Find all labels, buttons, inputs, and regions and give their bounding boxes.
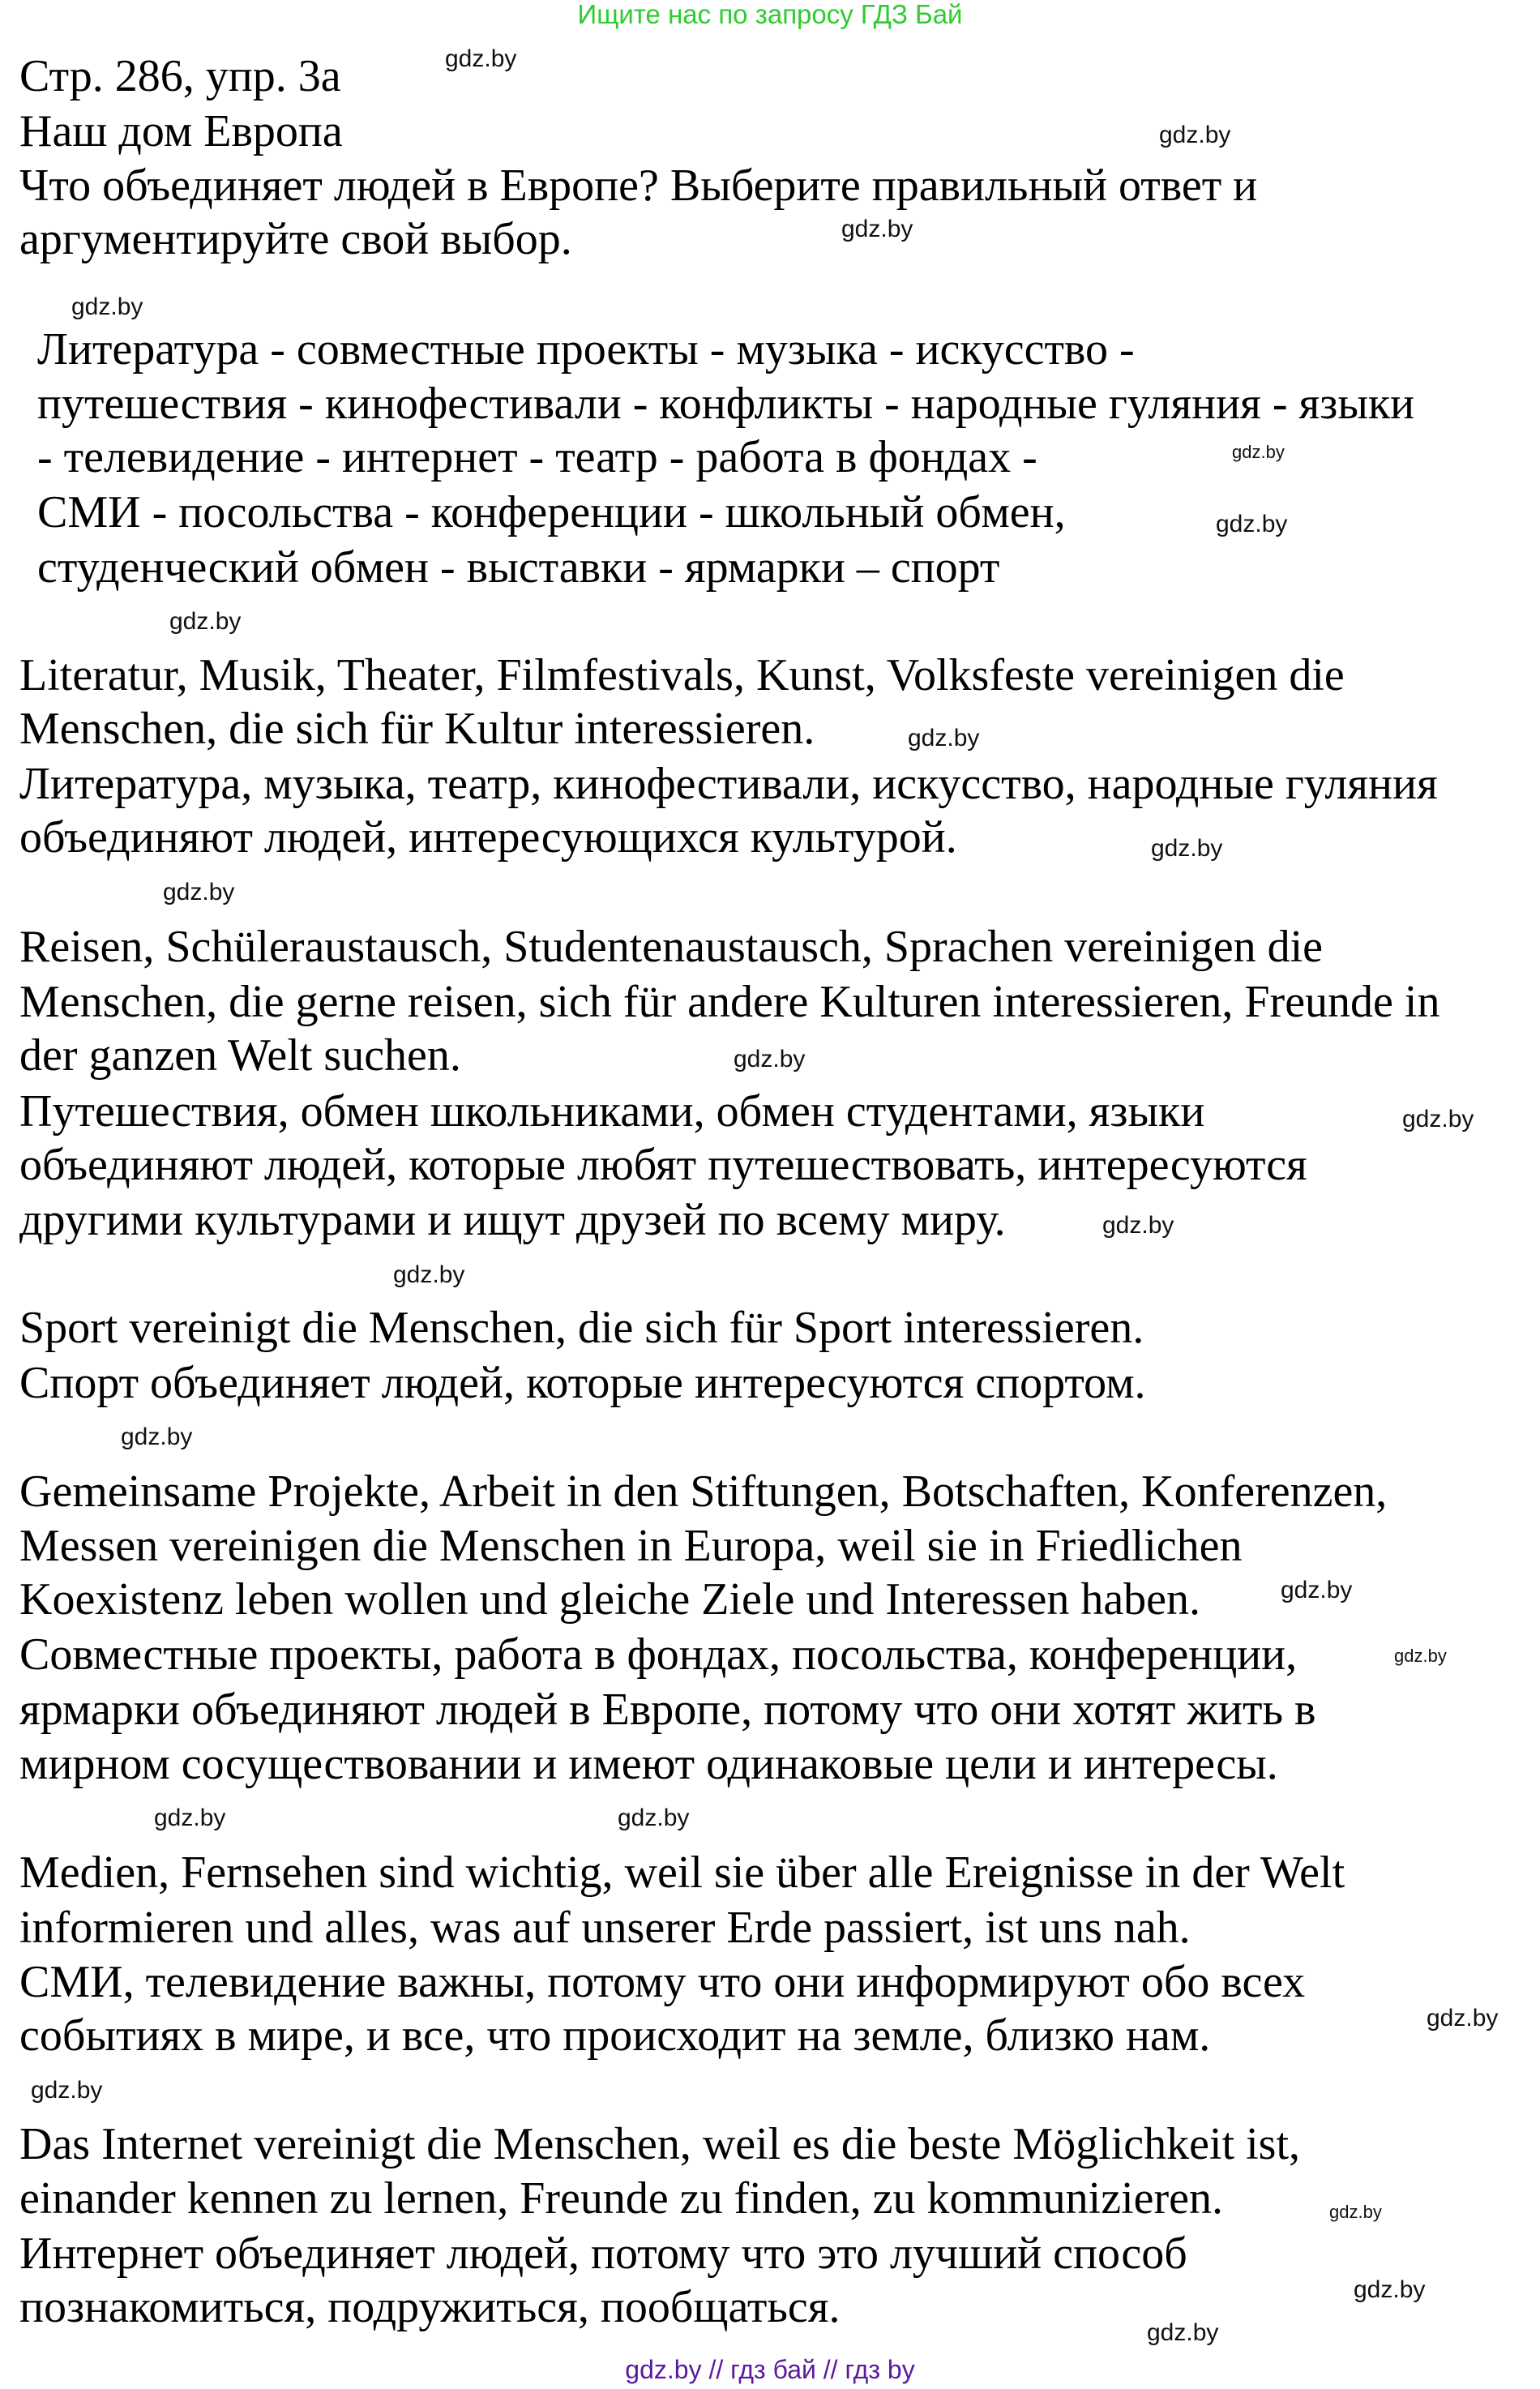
options-line: СМИ - посольства - конференции - школьный обмен, bbox=[37, 487, 1066, 537]
answer-de-line: Literatur, Musik, Theater, Filmfestivals, Kunst, Volksfeste vereinigen die bbox=[19, 650, 1345, 700]
answer-de-line: einander kennen zu lernen, Freunde zu finden, zu kommunizieren. bbox=[19, 2173, 1223, 2224]
answer-ru-line: ярмарки объединяют людей в Европе, потому что они хотят жить в bbox=[19, 1685, 1316, 1735]
answer-de-line: der ganzen Welt suchen. bbox=[19, 1030, 461, 1081]
answer-de-line: Reisen, Schüleraustausch, Studentenaustausch, Sprachen vereinigen die bbox=[19, 922, 1323, 972]
watermark: gdz.by bbox=[31, 2077, 103, 2104]
watermark: gdz.by bbox=[1281, 1577, 1353, 1603]
task-text: Что объединяет людей в Европе? Выберите правильный ответ и bbox=[19, 161, 1258, 211]
task-text: аргументируйте свой выбор. bbox=[19, 214, 572, 264]
answer-ru-line: объединяют людей, которые любят путешествовать, интересуются bbox=[19, 1140, 1307, 1190]
watermark: gdz.by bbox=[1216, 511, 1288, 537]
watermark: gdz.by bbox=[1147, 2319, 1219, 2346]
answer-de-line: Medien, Fernsehen sind wichtig, weil sie über alle Ereignisse in der Welt bbox=[19, 1847, 1345, 1898]
watermark: gdz.by bbox=[841, 216, 913, 242]
answer-de-line: Messen vereinigen die Menschen in Europa, weil sie in Friedlichen bbox=[19, 1521, 1243, 1571]
watermark: gdz.by bbox=[71, 293, 143, 320]
answer-ru-line: событиях в мире, и все, что происходит на земле, близко нам. bbox=[19, 2010, 1211, 2061]
watermark: gdz.by bbox=[1402, 1106, 1474, 1132]
watermark: gdz.by bbox=[1159, 122, 1231, 148]
answer-ru-line: познакомиться, подружиться, пообщаться. bbox=[19, 2282, 841, 2332]
answer-de-line: informieren und alles, was auf unserer Erde passiert, ist uns nah. bbox=[19, 1903, 1191, 1953]
watermark: gdz.by bbox=[1394, 1646, 1447, 1666]
answer-de-line: Das Internet vereinigt die Menschen, weil es die beste Möglichkeit ist, bbox=[19, 2119, 1301, 2169]
watermark: gdz.by bbox=[163, 879, 235, 906]
answer-ru-line: объединяют людей, интересующихся культурой. bbox=[19, 812, 957, 863]
answer-ru-line: Интернет объединяет людей, потому что это лучший способ bbox=[19, 2228, 1187, 2279]
watermark: gdz.by bbox=[121, 1424, 193, 1450]
options-line: Литература - совместные проекты - музыка - искусство - bbox=[37, 324, 1135, 375]
watermark: gdz.by bbox=[908, 725, 980, 751]
watermark: gdz.by bbox=[169, 608, 242, 635]
answer-de-line: Gemeinsame Projekte, Arbeit in den Stiftungen, Botschaften, Konferenzen, bbox=[19, 1466, 1388, 1517]
answer-ru-line: мирном сосуществовании и имеют одинаковые цели и интересы. bbox=[19, 1739, 1278, 1789]
answer-ru-line: Спорт объединяет людей, которые интересуются спортом. bbox=[19, 1358, 1146, 1408]
answer-de-line: Sport vereinigt die Menschen, die sich für Sport interessieren. bbox=[19, 1303, 1144, 1353]
watermark: gdz.by bbox=[734, 1046, 806, 1072]
page-title: Стр. 286, упр. 3а bbox=[19, 51, 341, 101]
watermark: gdz.by bbox=[445, 45, 517, 72]
answer-ru-line: Путешествия, обмен школьниками, обмен студентами, языки bbox=[19, 1086, 1205, 1137]
options-line: студенческий обмен - выставки - ярмарки – спорт bbox=[37, 542, 1000, 593]
options-line: - телевидение - интернет - театр - работа в фондах - bbox=[37, 432, 1037, 482]
answer-de-line: Menschen, die gerne reisen, sich für andere Kulturen interessieren, Freunde in bbox=[19, 977, 1440, 1027]
answer-ru-line: другими культурами и ищут друзей по всему миру. bbox=[19, 1195, 1006, 1245]
watermark: gdz.by bbox=[154, 1805, 226, 1831]
answer-ru-line: СМИ, телевидение важны, потому что они информируют обо всех bbox=[19, 1957, 1306, 2007]
watermark: gdz.by bbox=[1102, 1212, 1174, 1239]
watermark: gdz.by bbox=[618, 1805, 690, 1831]
answer-de-line: Koexistenz leben wollen und gleiche Ziele und Interessen haben. bbox=[19, 1574, 1201, 1625]
header-banner[interactable]: Ищите нас по запросу ГДЗ Бай bbox=[577, 0, 963, 29]
answer-ru-line: Совместные проекты, работа в фондах, посольства, конференции, bbox=[19, 1629, 1298, 1680]
footer-banner[interactable]: gdz.by // гдз бай // гдз by bbox=[625, 2355, 915, 2384]
watermark: gdz.by bbox=[1232, 442, 1285, 462]
watermark: gdz.by bbox=[1354, 2276, 1426, 2303]
answer-ru-line: Литература, музыка, театр, кинофестивали, искусство, народные гуляния bbox=[19, 759, 1438, 809]
answer-de-line: Menschen, die sich für Kultur interessieren. bbox=[19, 704, 815, 754]
watermark: gdz.by bbox=[393, 1261, 465, 1288]
watermark: gdz.by bbox=[1427, 2005, 1499, 2032]
options-line: путешествия - кинофестивали - конфликты - народные гуляния - языки bbox=[37, 379, 1415, 429]
topic-title: Наш дом Европа bbox=[19, 106, 343, 156]
watermark: gdz.by bbox=[1329, 2202, 1382, 2222]
watermark: gdz.by bbox=[1151, 835, 1223, 862]
